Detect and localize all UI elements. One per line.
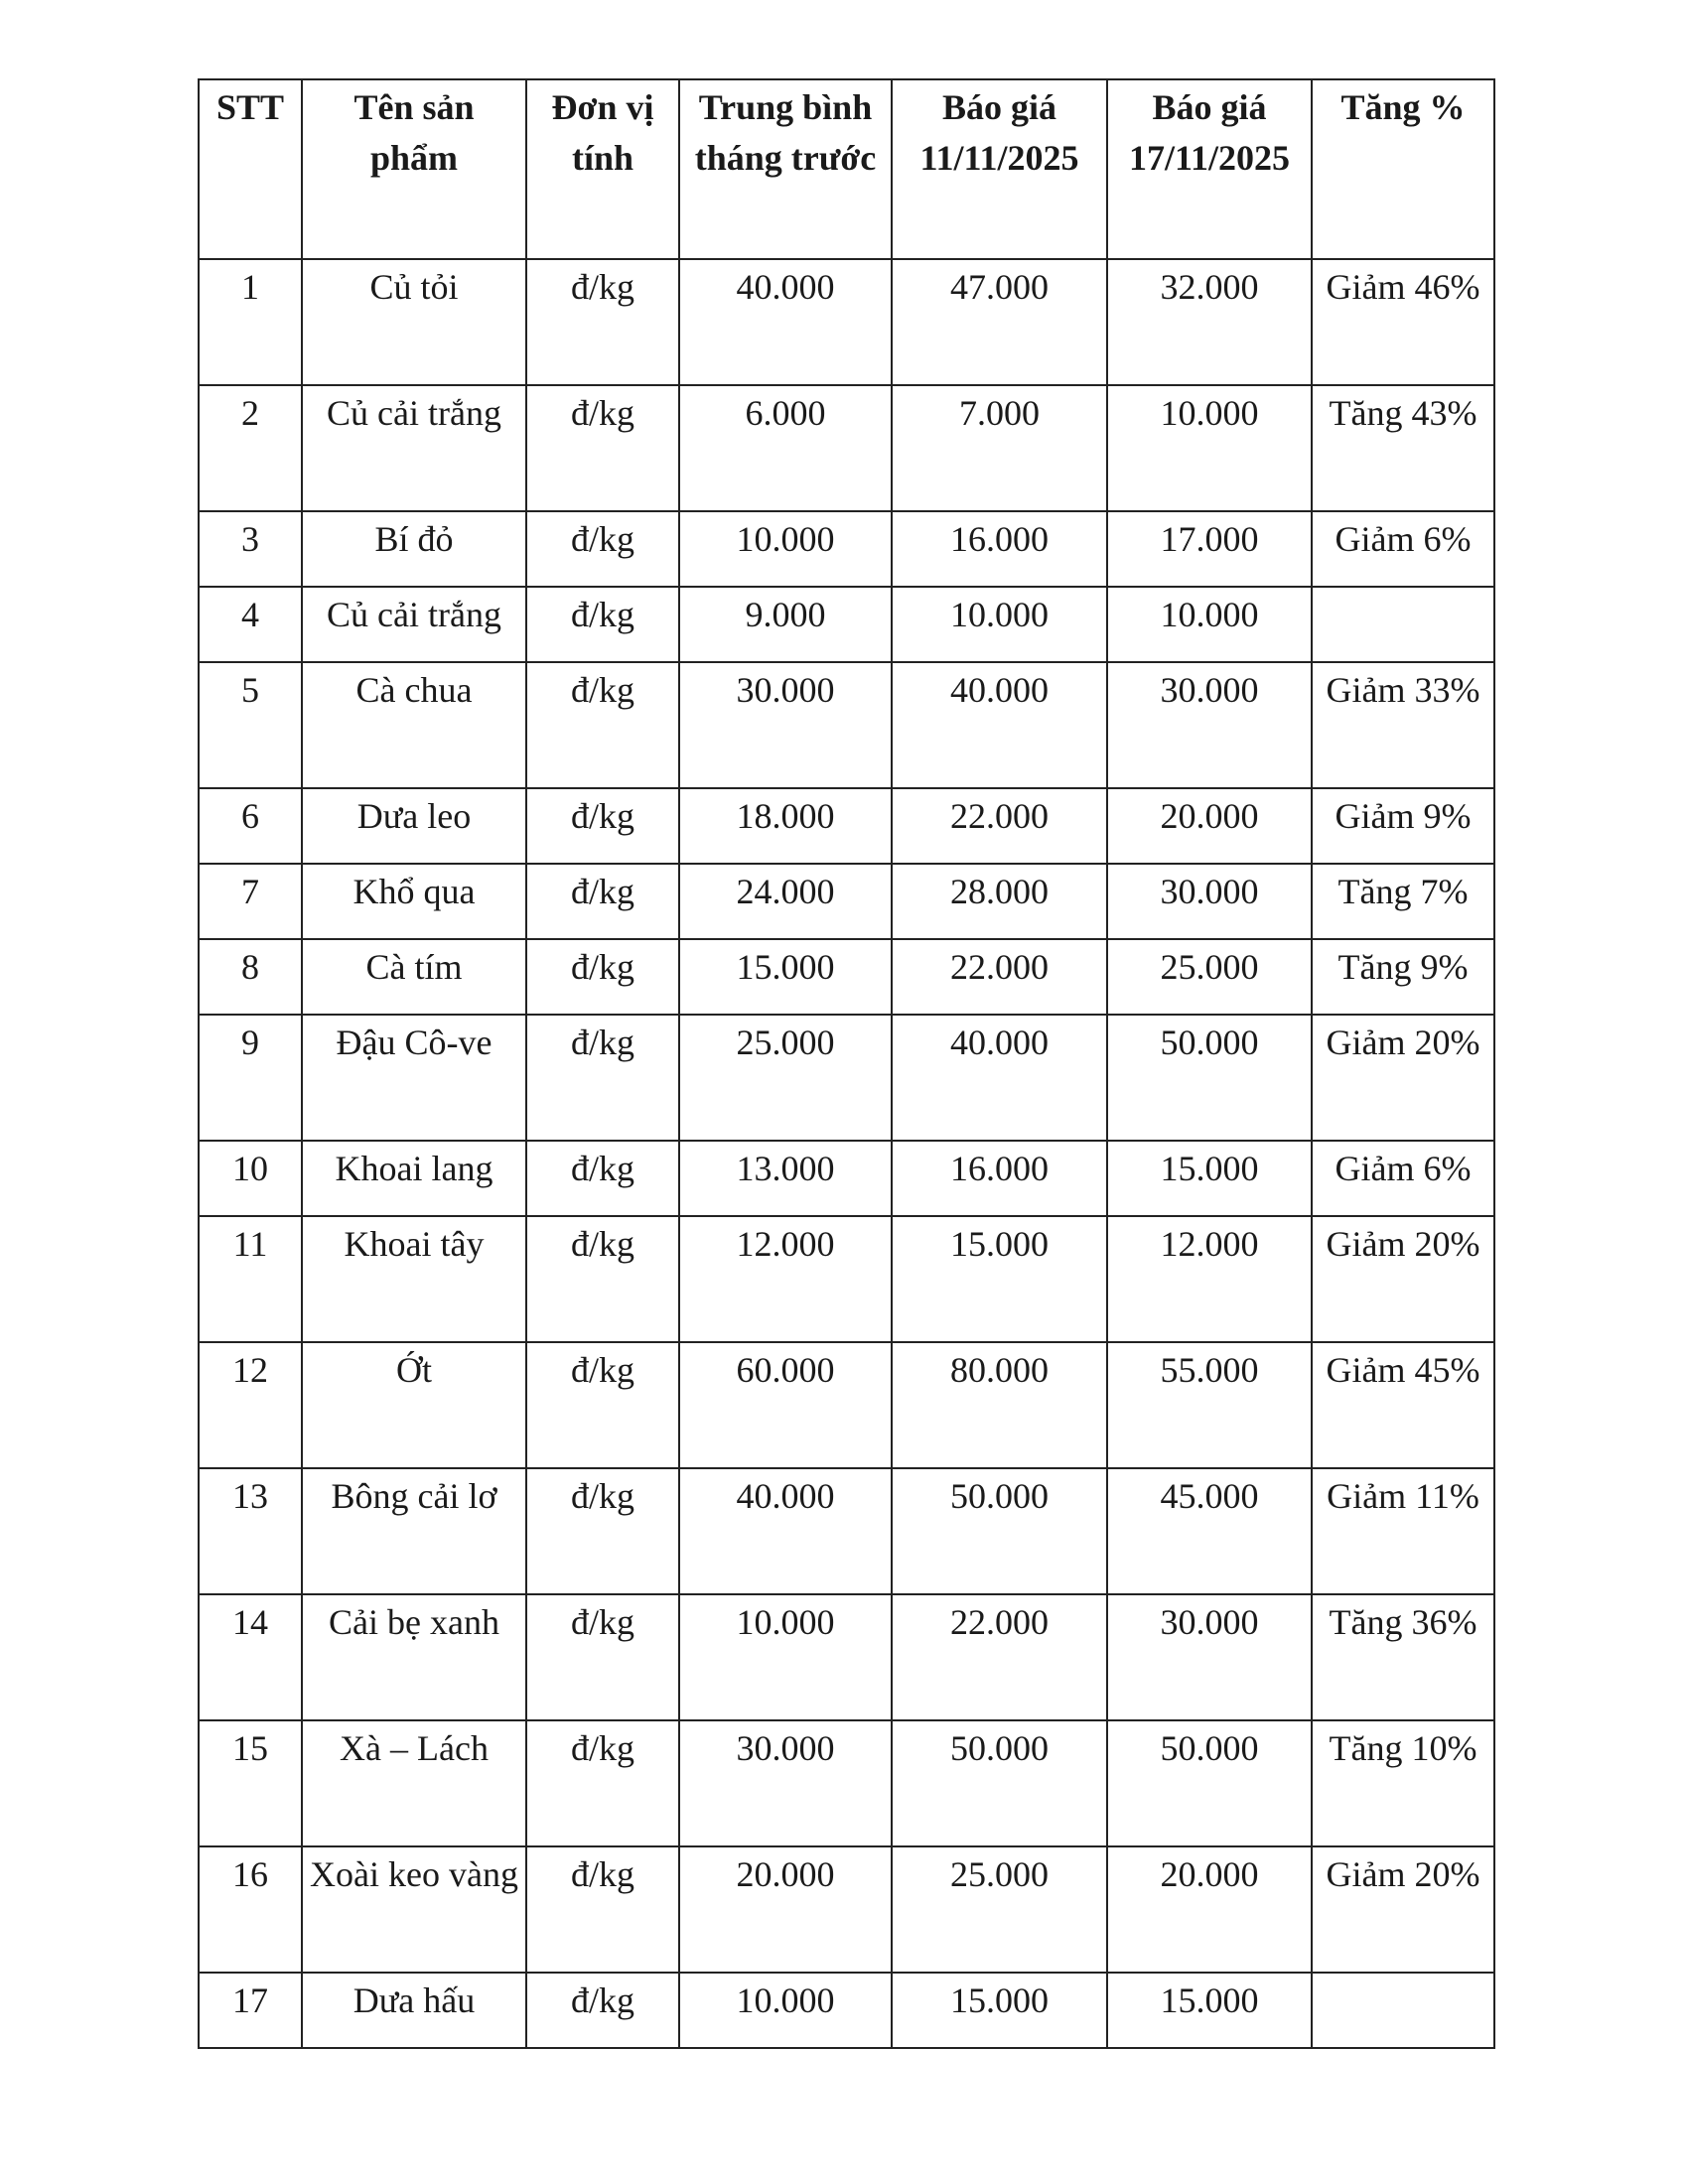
cell-prev-month-avg: 10.000: [679, 1973, 892, 2048]
cell-change-percent: Giảm 6%: [1312, 1141, 1494, 1216]
cell-unit: đ/kg: [526, 1594, 679, 1720]
cell-stt: 10: [199, 1141, 302, 1216]
header-unit: Đơn vị tính: [526, 79, 679, 259]
cell-quote-11-11: 7.000: [892, 385, 1107, 511]
cell-unit: đ/kg: [526, 1141, 679, 1216]
table-row: [199, 662, 1494, 788]
cell-quote-17-11: 10.000: [1107, 587, 1312, 662]
cell-unit: đ/kg: [526, 1216, 679, 1342]
cell-prev-month-avg: 30.000: [679, 1720, 892, 1846]
cell-unit: đ/kg: [526, 1468, 679, 1594]
cell-product-name: Xoài keo vàng: [302, 1846, 526, 1973]
cell-unit: đ/kg: [526, 788, 679, 864]
cell-stt: 1: [199, 259, 302, 385]
cell-quote-17-11: 30.000: [1107, 1594, 1312, 1720]
cell-prev-month-avg: 60.000: [679, 1342, 892, 1468]
cell-quote-17-11: 25.000: [1107, 939, 1312, 1015]
cell-stt: 4: [199, 587, 302, 662]
cell-stt: 15: [199, 1720, 302, 1846]
cell-stt: 12: [199, 1342, 302, 1468]
cell-stt: 11: [199, 1216, 302, 1342]
table-row: [199, 1342, 1494, 1468]
cell-unit: đ/kg: [526, 1720, 679, 1846]
cell-stt: 17: [199, 1973, 302, 2048]
cell-product-name: Dưa leo: [302, 788, 526, 864]
table-row: [199, 788, 1494, 864]
cell-change-percent: Giảm 45%: [1312, 1342, 1494, 1468]
cell-quote-11-11: 15.000: [892, 1216, 1107, 1342]
header-change-percent: Tăng %: [1312, 79, 1494, 259]
cell-change-percent: Tăng 36%: [1312, 1594, 1494, 1720]
cell-quote-11-11: 50.000: [892, 1468, 1107, 1594]
cell-quote-11-11: 50.000: [892, 1720, 1107, 1846]
cell-prev-month-avg: 25.000: [679, 1015, 892, 1141]
cell-product-name: Củ tỏi: [302, 259, 526, 385]
cell-unit: đ/kg: [526, 1846, 679, 1973]
cell-quote-17-11: 20.000: [1107, 1846, 1312, 1973]
cell-change-percent: Tăng 9%: [1312, 939, 1494, 1015]
cell-quote-17-11: 50.000: [1107, 1720, 1312, 1846]
cell-change-percent: Giảm 11%: [1312, 1468, 1494, 1594]
cell-quote-11-11: 10.000: [892, 587, 1107, 662]
cell-unit: đ/kg: [526, 939, 679, 1015]
cell-quote-11-11: 22.000: [892, 939, 1107, 1015]
cell-prev-month-avg: 15.000: [679, 939, 892, 1015]
cell-product-name: Bông cải lơ: [302, 1468, 526, 1594]
cell-change-percent: Giảm 20%: [1312, 1015, 1494, 1141]
cell-product-name: Ớt: [302, 1342, 526, 1468]
cell-unit: đ/kg: [526, 864, 679, 939]
cell-unit: đ/kg: [526, 511, 679, 587]
cell-product-name: Bí đỏ: [302, 511, 526, 587]
cell-stt: 5: [199, 662, 302, 788]
cell-quote-11-11: 15.000: [892, 1973, 1107, 2048]
cell-stt: 9: [199, 1015, 302, 1141]
table-row: [199, 1720, 1494, 1846]
cell-change-percent: Giảm 46%: [1312, 259, 1494, 385]
table-row: [199, 1216, 1494, 1342]
cell-prev-month-avg: 40.000: [679, 259, 892, 385]
cell-product-name: Cải bẹ xanh: [302, 1594, 526, 1720]
cell-stt: 2: [199, 385, 302, 511]
cell-unit: đ/kg: [526, 1015, 679, 1141]
cell-stt: 16: [199, 1846, 302, 1973]
cell-prev-month-avg: 30.000: [679, 662, 892, 788]
table-row: [199, 1973, 1494, 2048]
header-prev-month-avg: Trung bình tháng trước: [679, 79, 892, 259]
cell-quote-17-11: 17.000: [1107, 511, 1312, 587]
cell-prev-month-avg: 10.000: [679, 1594, 892, 1720]
cell-quote-17-11: 55.000: [1107, 1342, 1312, 1468]
cell-prev-month-avg: 9.000: [679, 587, 892, 662]
cell-quote-17-11: 30.000: [1107, 864, 1312, 939]
cell-change-percent: Giảm 6%: [1312, 511, 1494, 587]
table-row: [199, 587, 1494, 662]
cell-product-name: Khoai lang: [302, 1141, 526, 1216]
table-body: [199, 259, 1494, 2048]
cell-quote-11-11: 16.000: [892, 1141, 1107, 1216]
cell-change-percent: Giảm 9%: [1312, 788, 1494, 864]
cell-stt: 14: [199, 1594, 302, 1720]
cell-product-name: Xà – Lách: [302, 1720, 526, 1846]
header-quote-17-11-2025: Báo giá 17/11/2025: [1107, 79, 1312, 259]
cell-stt: 6: [199, 788, 302, 864]
cell-prev-month-avg: 13.000: [679, 1141, 892, 1216]
table-row: [199, 1141, 1494, 1216]
cell-quote-17-11: 15.000: [1107, 1973, 1312, 2048]
cell-change-percent: Tăng 10%: [1312, 1720, 1494, 1846]
cell-quote-17-11: 12.000: [1107, 1216, 1312, 1342]
cell-unit: đ/kg: [526, 259, 679, 385]
cell-quote-17-11: 20.000: [1107, 788, 1312, 864]
cell-change-percent: Tăng 7%: [1312, 864, 1494, 939]
cell-product-name: Đậu Cô-ve: [302, 1015, 526, 1141]
cell-product-name: Củ cải trắng: [302, 385, 526, 511]
cell-quote-17-11: 10.000: [1107, 385, 1312, 511]
cell-product-name: Củ cải trắng: [302, 587, 526, 662]
cell-product-name: Khoai tây: [302, 1216, 526, 1342]
cell-change-percent: [1312, 1973, 1494, 2048]
cell-unit: đ/kg: [526, 385, 679, 511]
cell-change-percent: [1312, 587, 1494, 662]
table-row: [199, 1594, 1494, 1720]
cell-quote-11-11: 47.000: [892, 259, 1107, 385]
cell-quote-17-11: 50.000: [1107, 1015, 1312, 1141]
cell-prev-month-avg: 24.000: [679, 864, 892, 939]
table-row: [199, 385, 1494, 511]
cell-quote-11-11: 22.000: [892, 1594, 1107, 1720]
table-row: [199, 1015, 1494, 1141]
cell-stt: 3: [199, 511, 302, 587]
cell-product-name: Cà chua: [302, 662, 526, 788]
cell-product-name: Dưa hấu: [302, 1973, 526, 2048]
cell-quote-11-11: 28.000: [892, 864, 1107, 939]
table-row: [199, 511, 1494, 587]
table-row: [199, 259, 1494, 385]
table-row: [199, 1468, 1494, 1594]
cell-stt: 8: [199, 939, 302, 1015]
cell-unit: đ/kg: [526, 1973, 679, 2048]
cell-prev-month-avg: 40.000: [679, 1468, 892, 1594]
cell-unit: đ/kg: [526, 1342, 679, 1468]
cell-change-percent: Giảm 20%: [1312, 1216, 1494, 1342]
cell-quote-17-11: 45.000: [1107, 1468, 1312, 1594]
table-row: [199, 939, 1494, 1015]
cell-product-name: Cà tím: [302, 939, 526, 1015]
table-row: [199, 1846, 1494, 1973]
cell-unit: đ/kg: [526, 587, 679, 662]
cell-prev-month-avg: 18.000: [679, 788, 892, 864]
cell-change-percent: Tăng 43%: [1312, 385, 1494, 511]
header-row: [199, 79, 1494, 259]
cell-unit: đ/kg: [526, 662, 679, 788]
cell-product-name: Khổ qua: [302, 864, 526, 939]
cell-prev-month-avg: 6.000: [679, 385, 892, 511]
cell-quote-17-11: 30.000: [1107, 662, 1312, 788]
cell-quote-11-11: 40.000: [892, 662, 1107, 788]
cell-quote-17-11: 15.000: [1107, 1141, 1312, 1216]
cell-quote-11-11: 22.000: [892, 788, 1107, 864]
price-table: [198, 78, 1495, 2049]
header-product-name: Tên sản phẩm: [302, 79, 526, 259]
cell-prev-month-avg: 10.000: [679, 511, 892, 587]
header-quote-11-11-2025: Báo giá 11/11/2025: [892, 79, 1107, 259]
cell-prev-month-avg: 12.000: [679, 1216, 892, 1342]
cell-quote-17-11: 32.000: [1107, 259, 1312, 385]
header-stt: STT: [199, 79, 302, 259]
cell-prev-month-avg: 20.000: [679, 1846, 892, 1973]
cell-stt: 13: [199, 1468, 302, 1594]
cell-stt: 7: [199, 864, 302, 939]
cell-quote-11-11: 80.000: [892, 1342, 1107, 1468]
cell-quote-11-11: 40.000: [892, 1015, 1107, 1141]
table-row: [199, 864, 1494, 939]
cell-quote-11-11: 16.000: [892, 511, 1107, 587]
cell-change-percent: Giảm 33%: [1312, 662, 1494, 788]
cell-quote-11-11: 25.000: [892, 1846, 1107, 1973]
cell-change-percent: Giảm 20%: [1312, 1846, 1494, 1973]
